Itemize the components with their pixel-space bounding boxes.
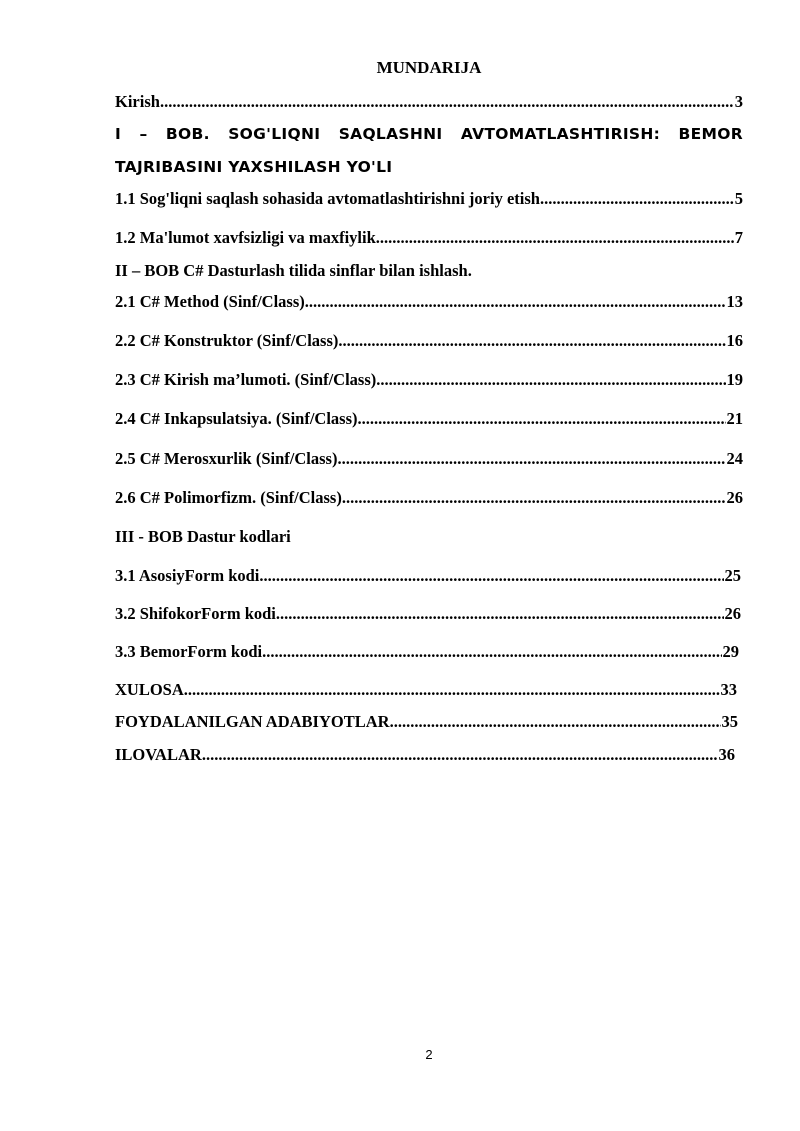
toc-entry-1-1 <box>115 189 743 209</box>
toc-entry-label: 2.3 C# Kirish ma’lumoti. (Sinf/Class) <box>115 370 377 389</box>
toc-entry-page: 26 <box>726 488 743 507</box>
dot-leader <box>160 92 734 112</box>
toc-entry-label: Kirish <box>115 92 160 111</box>
toc-entry-ilovalar <box>115 745 735 765</box>
toc-title: MUNDARIJA <box>376 58 482 77</box>
dot-leader <box>540 189 734 209</box>
toc-entry-page: 19 <box>726 370 743 389</box>
toc-entry-page: 3 <box>734 92 743 111</box>
dot-leader <box>376 228 734 248</box>
toc-entry-page: 24 <box>726 449 743 468</box>
toc-entry-1-2 <box>115 228 743 248</box>
toc-entry-page: 16 <box>726 331 743 350</box>
toc-entry-page: 33 <box>720 680 737 699</box>
toc-entry-label: 2.1 C# Method (Sinf/Class) <box>115 292 305 311</box>
toc-entry-kirish <box>115 92 743 112</box>
toc-entry-3-2 <box>115 604 741 624</box>
toc-entry-page: 29 <box>722 642 739 661</box>
toc-entry-2-4 <box>115 409 743 429</box>
dot-leader <box>276 604 724 624</box>
toc-entry-label: 3.3 BemorForm kodi <box>115 642 263 661</box>
page-number: 2 <box>425 1047 433 1062</box>
dot-leader <box>262 642 721 662</box>
dot-leader <box>376 370 725 390</box>
toc-chapter-3-heading: III - BOB Dastur kodlari <box>115 527 291 546</box>
toc-chapter-1-heading-line2: TAJRIBASINI YAXSHILASH YO'LI <box>115 158 393 176</box>
toc-entry-page: 13 <box>726 292 743 311</box>
toc-entry-3-3 <box>115 642 739 662</box>
toc-entry-page: 5 <box>734 189 743 208</box>
dot-leader <box>358 409 726 429</box>
toc-entry-label: XULOSA <box>115 680 184 699</box>
toc-entry-label: 3.2 ShifokorForm kodi <box>115 604 276 623</box>
toc-entry-label: 1.2 Ma'lumot xavfsizligi va maxfiylik <box>115 228 376 247</box>
toc-entry-2-6 <box>115 488 743 508</box>
toc-chapter-2-heading: II – BOB C# Dasturlash tilida sinflar bilan ishlash. <box>115 261 472 280</box>
toc-entry-2-1 <box>115 292 743 312</box>
toc-entry-2-2 <box>115 331 743 351</box>
dot-leader <box>337 449 725 469</box>
toc-entry-label: FOYDALANILGAN ADABIYOTLAR <box>115 712 390 731</box>
toc-entry-2-3 <box>115 370 743 390</box>
dot-leader <box>184 680 720 700</box>
dot-leader <box>390 712 721 732</box>
toc-entry-page: 7 <box>734 228 743 247</box>
dot-leader <box>202 745 718 765</box>
toc-entry-label: 3.1 AsosiyForm kodi <box>115 566 260 585</box>
toc-entry-xulosa <box>115 680 737 700</box>
toc-entry-label: 2.2 C# Konstruktor (Sinf/Class) <box>115 331 339 350</box>
toc-entry-foydalanilgan-adabiyotlar <box>115 712 738 732</box>
toc-entry-page: 36 <box>718 745 735 764</box>
toc-entry-label: 1.1 Sog'liqni saqlash sohasida avtomatlashtirishni joriy etish <box>115 189 540 208</box>
toc-entry-label: 2.5 C# Merosxurlik (Sinf/Class) <box>115 449 338 468</box>
toc-chapter-1-heading-line1: I – BOB. SOG'LIQNI SAQLASHNI AVTOMATLASHTIRISH: BEMOR <box>115 125 743 143</box>
toc-entry-label: 2.4 C# Inkapsulatsiya. (Sinf/Class) <box>115 409 358 428</box>
toc-entry-3-1 <box>115 566 741 586</box>
dot-leader <box>305 292 726 312</box>
toc-entry-label: 2.6 C# Polimorfizm. (Sinf/Class) <box>115 488 342 507</box>
toc-entry-label: ILOVALAR <box>115 745 202 764</box>
toc-entry-page: 35 <box>721 712 738 731</box>
dot-leader <box>338 331 725 351</box>
toc-entry-2-5 <box>115 449 743 469</box>
dot-leader <box>342 488 726 508</box>
toc-entry-page: 25 <box>724 566 741 585</box>
toc-entry-page: 21 <box>726 409 743 428</box>
dot-leader <box>259 566 723 586</box>
toc-entry-page: 26 <box>724 604 741 623</box>
